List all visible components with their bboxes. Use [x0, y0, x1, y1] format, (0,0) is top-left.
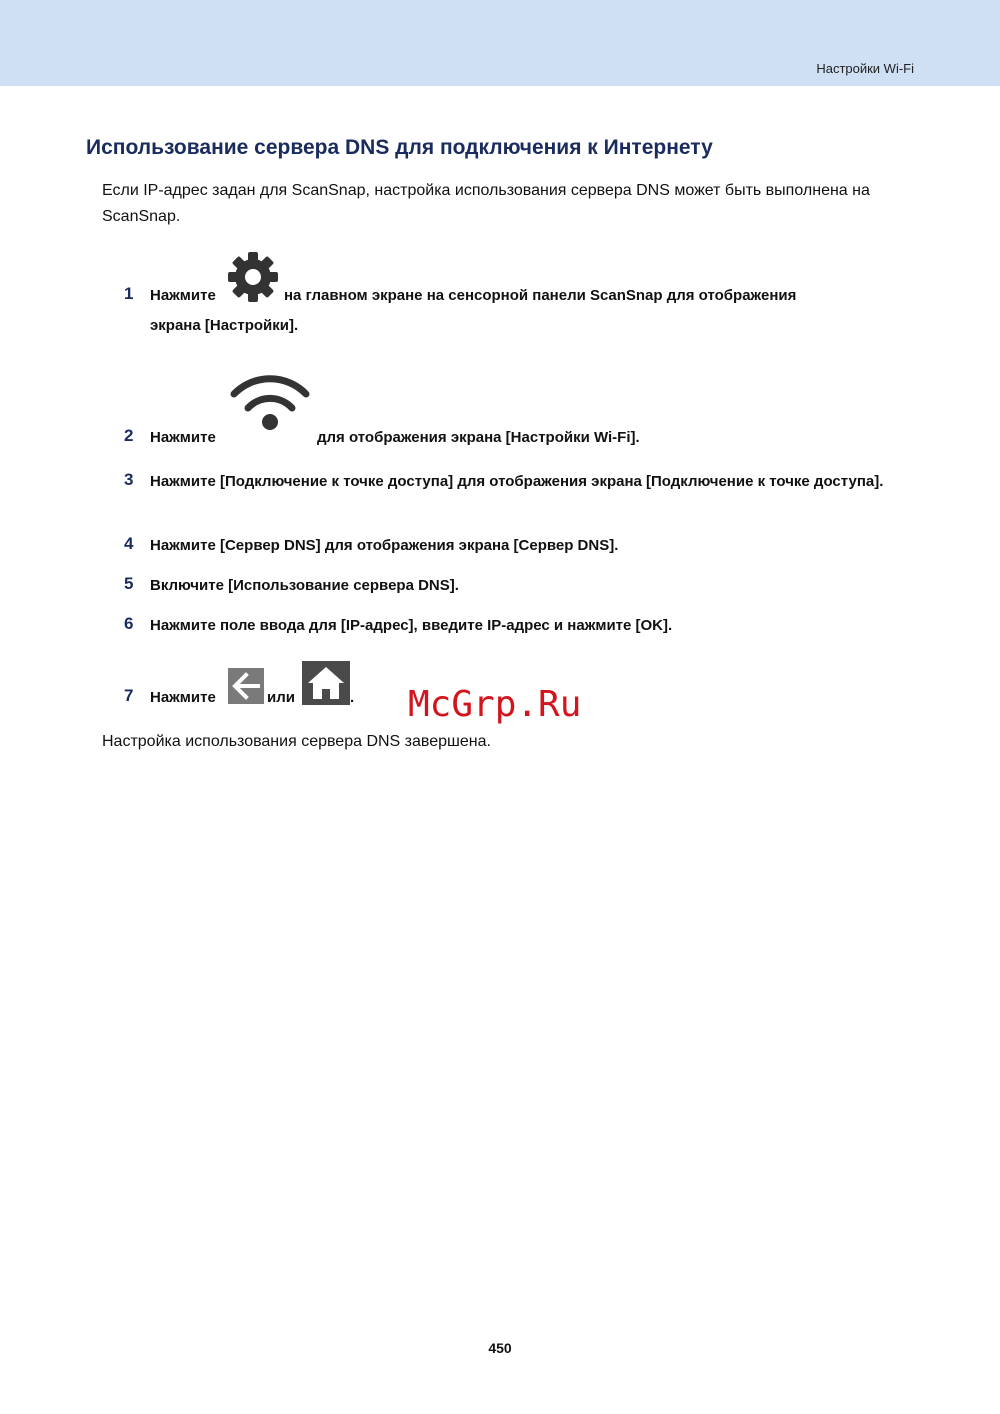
- watermark: McGrp.Ru: [408, 684, 582, 725]
- page-title: Использование сервера DNS для подключения к Интернету: [86, 136, 713, 159]
- result-text: Настройка использования сервера DNS завершена.: [102, 733, 491, 750]
- step-2-text-before: Нажмите: [150, 429, 216, 446]
- step-3-number: 3: [124, 470, 134, 489]
- step-6-number: 6: [124, 614, 134, 633]
- step-2-number: 2: [124, 426, 134, 445]
- step-7-number: 7: [124, 686, 134, 705]
- step-7-text-or: или: [267, 689, 295, 706]
- page-number: 450: [488, 1340, 512, 1356]
- home-icon: [302, 661, 350, 705]
- intro-paragraph: Если IP-адрес задан для ScanSnap, настройка использования сервера DNS может быть выполнена на ScanSnap.: [102, 182, 870, 225]
- back-arrow-icon: [228, 668, 264, 704]
- header-section-title: Настройки Wi-Fi: [816, 61, 914, 76]
- step-4-number: 4: [124, 534, 134, 553]
- step-1-text-line2: экрана [Настройки].: [150, 317, 299, 334]
- step-7-text-before: Нажмите: [150, 689, 216, 706]
- step-1-text-after: на главном экране на сенсорной панели ScanSnap для отображения: [284, 287, 797, 304]
- wifi-icon: [228, 372, 312, 434]
- step-1-text-before: Нажмите: [150, 287, 216, 304]
- step-4-text: Нажмите [Сервер DNS] для отображения экрана [Сервер DNS].: [150, 537, 619, 554]
- step-3-text: Нажмите [Подключение к точке доступа] для отображения экрана [Подключение к точке доступа].: [150, 473, 884, 490]
- gear-icon: [226, 250, 280, 304]
- step-1-number: 1: [124, 284, 134, 303]
- step-6-text: Нажмите поле ввода для [IP-адрес], введите IP-адрес и нажмите [OK].: [150, 617, 673, 634]
- step-2-text-after: для отображения экрана [Настройки Wi-Fi].: [317, 429, 640, 446]
- step-5-text: Включите [Использование сервера DNS].: [150, 577, 459, 594]
- step-7-text-period: .: [350, 689, 355, 706]
- step-5-number: 5: [124, 574, 134, 593]
